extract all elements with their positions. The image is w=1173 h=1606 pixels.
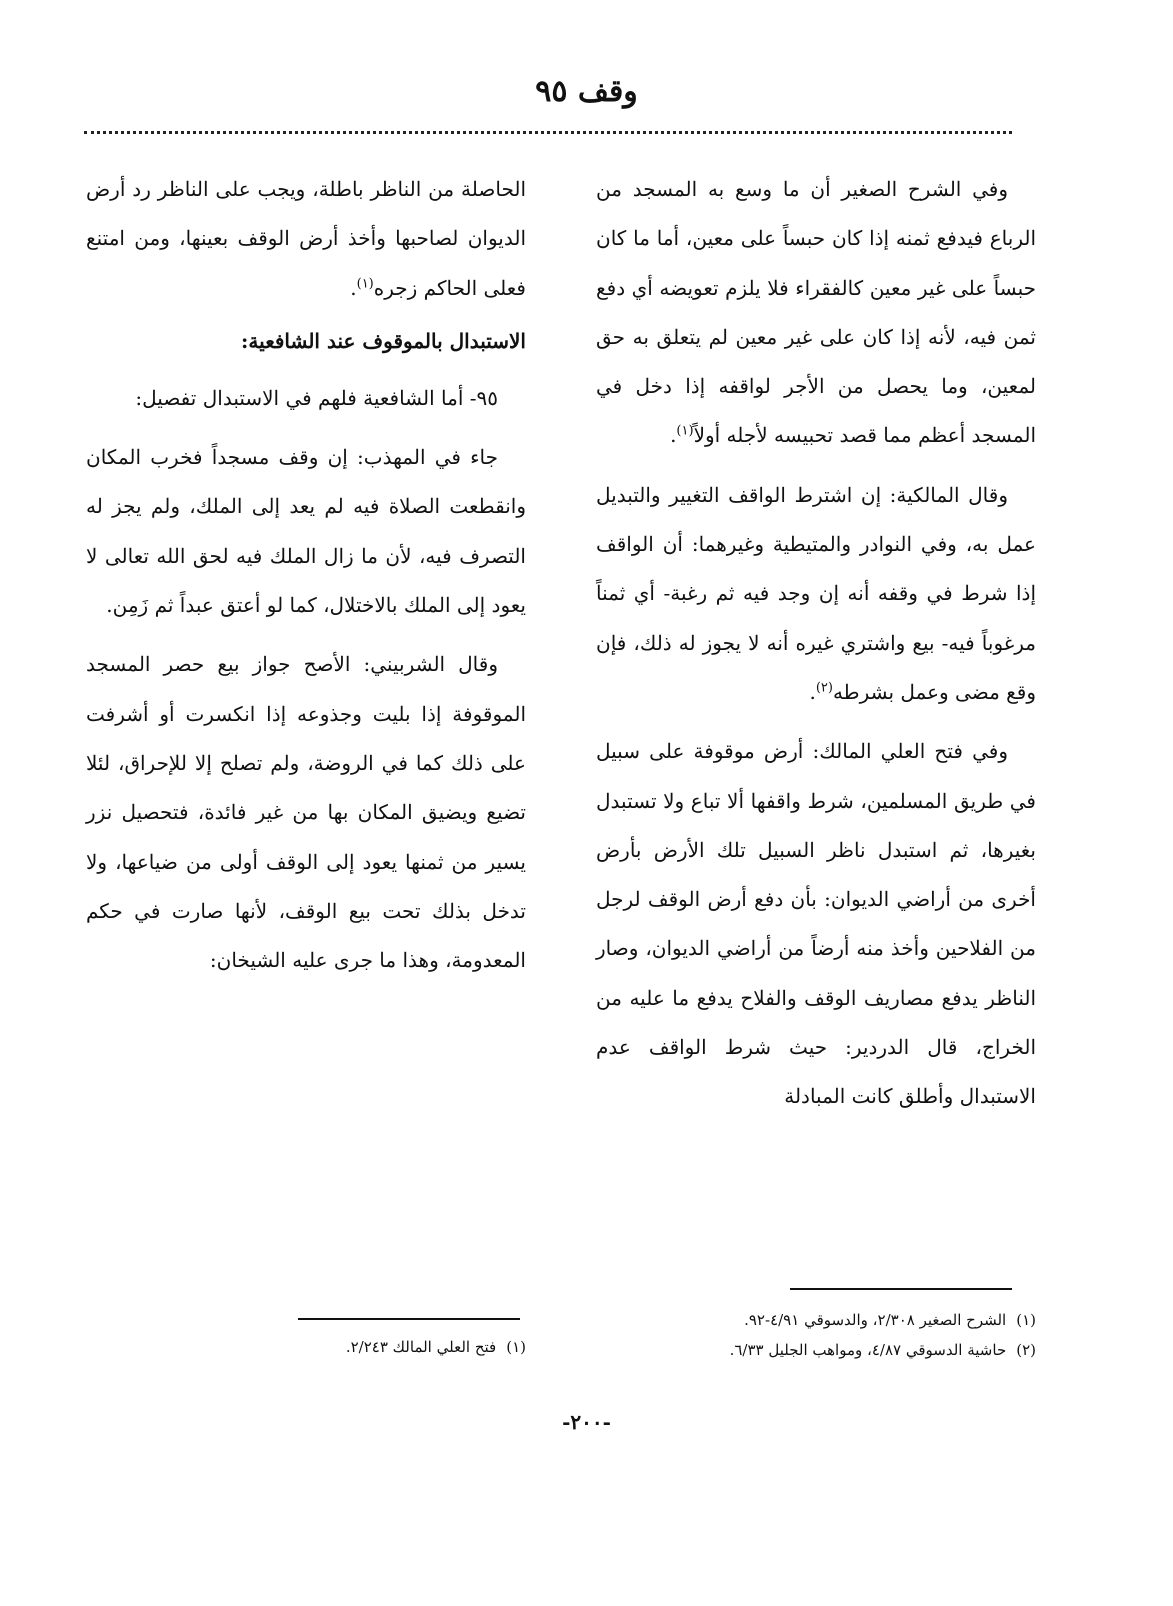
footnotes-left <box>86 1332 526 1362</box>
footnote-number: (١) <box>506 1338 526 1356</box>
paragraph: وفي فتح العلي المالك: أرض موقوفة على سبيل في طريق المسلمين، شرط واقفها ألا تباع ولا تستبدل بغيرها، ثم استبدل ناظر السبيل تلك الأرض بأرض أخرى من أراضي الديوان: بأن دفع أرض الوقف لرجل من الفلاحين وأخذ منه أرضاً من أراضي الديوان، وصار الناظر يدفع مصاريف الوقف والفلاح يدفع ما عليه من الخراج، قال الدردير: حيث شرط الواقف عدم الاستبدال وأطلق كانت المبادلة <box>596 739 1036 1109</box>
footnote-item <box>86 1332 526 1362</box>
paragraph-text: وقال المالكية: إن اشترط الواقف التغيير والتبديل عمل به، وفي النوادر والمتيطية وغيرهما: أن الواقف إذا شرط في وقفه أنه إن وجد فيه ثم رغبة- أي ثمناً مرغوباً فيه- بيع واشتري غيره أنه لا يجوز له ذلك، فإن وقع مضى وعمل بشرطه <box>596 482 1036 704</box>
footnote-text: حاشية الدسوقي ٤/٨٧، ومواهب الجليل ٦/٣٣. <box>729 1341 1007 1359</box>
page-header-title: وقف ٩٥ <box>535 74 638 109</box>
paragraph-end: . <box>809 679 816 704</box>
footnote-number: (٢) <box>1016 1341 1036 1359</box>
footnote-divider <box>298 1318 520 1320</box>
footnote-item <box>596 1335 1036 1365</box>
paragraph-text: وفي الشرح الصغير أن ما وسع به المسجد من الرباع فيدفع ثمنه إذا كان حبساً على معين، أما ما كان حبساً على غير معين كالفقراء فلا يلزم تعويضه أي دفع ثمن فيه، لأنه إذا كان على غير معين لم يتعلق به حق لمعين، وما يحصل من الأجر لواقفه إذا دخل في المسجد أعظم مما قصد تحبيسه لأجله أولاً <box>596 177 1036 448</box>
footnote-number: (١) <box>1016 1311 1036 1329</box>
header-dotted-divider <box>84 131 1012 134</box>
left-text-column <box>86 165 526 995</box>
right-text-column <box>596 165 1036 1132</box>
page-number: -٢٠٠- <box>562 1410 611 1434</box>
paragraph <box>596 165 1036 461</box>
footnote-ref: (١) <box>356 275 374 291</box>
paragraph-text: الحاصلة من الناظر باطلة، ويجب على الناظر رد أرض الديوان لصاحبها وأخذ أرض الوقف بعينها، ومن امتنع فعلى الحاكم زجره <box>86 177 526 300</box>
paragraph <box>86 165 526 313</box>
footnotes-right <box>596 1305 1036 1365</box>
paragraph: وقال الشربيني: الأصح جواز بيع حصر المسجد الموقوفة إذا بليت وجذوعه إذا انكسرت أو أشرفت على ذلك كما في الروضة، ولم تصلح إلا للإحراق، لئلا تضيع ويضيق المكان بها من غير فائدة، فتحصيل نزر يسير من ثمنها يعود إلى الوقف أولى من ضياعها، ولا تدخل بذلك تحت بيع الوقف، لأنها صارت في حكم المعدومة، وهذا ما جرى عليه الشيخان: <box>86 652 527 973</box>
footnote-item <box>596 1305 1036 1335</box>
paragraph: ٩٥- أما الشافعية فلهم في الاستبدال تفصيل: <box>135 385 498 410</box>
paragraph-end: . <box>350 275 357 300</box>
footnote-text: فتح العلي المالك ٢/٢٤٣. <box>345 1338 497 1356</box>
paragraph: جاء في المهذب: إن وقف مسجداً فخرب المكان وانقطعت الصلاة فيه لم يعد إلى الملك، ولم يجز له التصرف فيه، لأن ما زال الملك فيه لحق الله تعالى لا يعود إلى الملك بالاختلال، كما لو أعتق عبداً ثم زَمِن. <box>86 445 526 618</box>
paragraph-end: . <box>670 423 677 448</box>
section-heading: الاستبدال بالموقوف عند الشافعية: <box>241 328 526 353</box>
footnote-text: الشرح الصغير ٢/٣٠٨، والدسوقي ٤/٩١-٩٢. <box>744 1311 1007 1329</box>
footnote-divider <box>790 1288 1012 1290</box>
footnote-ref: (٢) <box>815 680 833 696</box>
footnote-ref: (١) <box>676 423 694 439</box>
paragraph <box>596 471 1036 717</box>
